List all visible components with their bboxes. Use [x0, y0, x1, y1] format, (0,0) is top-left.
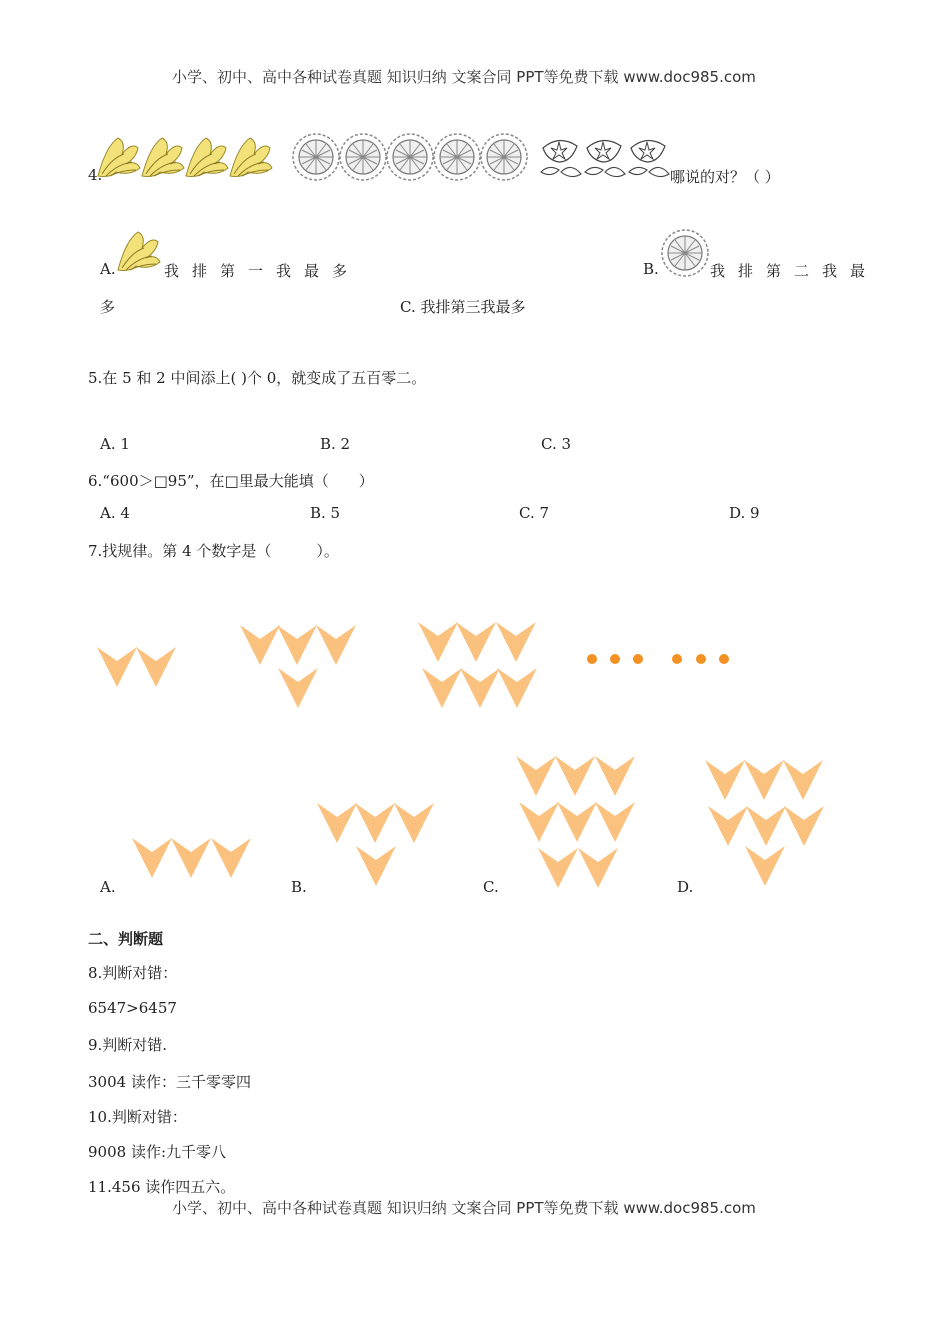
q4-option-b-label[interactable]: B. — [643, 260, 659, 278]
q4-option-c[interactable]: C. 我排第三我最多 — [400, 298, 526, 316]
q6-option-b[interactable]: B. 5 — [310, 504, 341, 522]
q4-option-a-label[interactable]: A. — [100, 260, 116, 278]
arrow-mark — [744, 760, 784, 800]
q7-ellipsis — [587, 654, 729, 664]
arrow-mark — [783, 760, 823, 800]
arrow-mark — [578, 848, 618, 888]
q7-pattern-group-3 — [418, 622, 537, 708]
arrow-mark — [394, 803, 434, 843]
arrow-mark — [132, 838, 172, 878]
arrow-mark — [595, 756, 635, 796]
q6-question: 6.“600＞□95”，在□里最大能填（ ） — [88, 472, 374, 490]
page-header: 小学、初中、高中各种试卷真题 知识归纳 文案合同 PPT等免费下载 www.doc985.com — [172, 68, 756, 86]
arrow-mark — [136, 647, 176, 687]
q7-option-a[interactable]: A. — [100, 878, 116, 896]
arrow-mark — [278, 668, 318, 708]
q10-statement: 9008 读作:九千零八 — [88, 1143, 226, 1161]
q6-option-d[interactable]: D. 9 — [729, 504, 760, 522]
arrow-mark — [705, 760, 745, 800]
q7-option-a-figure — [132, 838, 251, 878]
arrow-mark — [211, 838, 251, 878]
arrow-mark — [496, 622, 536, 662]
q5-question: 5.在 5 和 2 中间添上( )个 0，就变成了五百零二。 — [88, 369, 427, 387]
arrow-mark — [460, 668, 500, 708]
arrow-mark — [555, 756, 595, 796]
arrow-mark — [519, 802, 559, 842]
q4-question: 哪说的对？（ ） — [670, 168, 780, 186]
arrow-mark — [422, 668, 462, 708]
arrow-mark — [538, 848, 578, 888]
arrow-mark — [516, 756, 556, 796]
q4-number: 4. — [88, 166, 103, 184]
q7-option-c[interactable]: C. — [483, 878, 499, 896]
page-footer: 小学、初中、高中各种试卷真题 知识归纳 文案合同 PPT等免费下载 www.doc985.com — [172, 1199, 756, 1217]
q7-option-d-figure — [705, 760, 824, 886]
arrow-mark — [784, 806, 824, 846]
q4-option-b-wrap: 多 — [100, 298, 116, 316]
arrow-mark — [746, 806, 786, 846]
arrow-mark — [595, 802, 635, 842]
q8-question: 8.判断对错： — [88, 964, 178, 982]
arrow-mark — [356, 846, 396, 886]
q7-option-b[interactable]: B. — [291, 878, 307, 896]
q7-option-d[interactable]: D. — [677, 878, 694, 896]
q9-question: 9.判断对错. — [88, 1036, 168, 1054]
q7-pattern-group-1 — [97, 647, 176, 687]
arrow-mark — [456, 622, 496, 662]
q7-pattern-group-2 — [240, 625, 356, 708]
arrow-mark — [97, 647, 137, 687]
q10-question: 10.判断对错： — [88, 1108, 187, 1126]
q8-statement: 6547>6457 — [88, 999, 177, 1017]
arrow-mark — [355, 803, 395, 843]
arrow-mark — [240, 625, 280, 665]
q7-question: 7.找规律。第 4 个数字是（ ）。 — [88, 542, 339, 560]
arrow-mark — [418, 622, 458, 662]
arrow-mark — [317, 803, 357, 843]
q5-option-c[interactable]: C. 3 — [541, 435, 572, 453]
q6-option-a[interactable]: A. 4 — [100, 504, 130, 522]
q9-statement: 3004 读作：三千零零四 — [88, 1073, 251, 1091]
q7-option-c-figure — [516, 756, 635, 888]
arrow-mark — [557, 802, 597, 842]
q4-option-a-text: 我排第一我最多 — [164, 262, 361, 280]
arrow-mark — [277, 625, 317, 665]
arrow-mark — [171, 838, 211, 878]
q5-option-a[interactable]: A. 1 — [100, 435, 130, 453]
q6-option-c[interactable]: C. 7 — [519, 504, 550, 522]
q11-question: 11.456 读作四五六。 — [88, 1178, 236, 1196]
arrow-mark — [497, 668, 537, 708]
arrow-mark — [316, 625, 356, 665]
arrow-mark — [708, 806, 748, 846]
q7-option-b-figure — [317, 803, 434, 886]
arrow-mark — [745, 846, 785, 886]
q4-option-b-text: 我排第二我最 — [710, 262, 879, 280]
q5-option-b[interactable]: B. 2 — [320, 435, 351, 453]
section-title: 二、判断题 — [88, 930, 164, 948]
